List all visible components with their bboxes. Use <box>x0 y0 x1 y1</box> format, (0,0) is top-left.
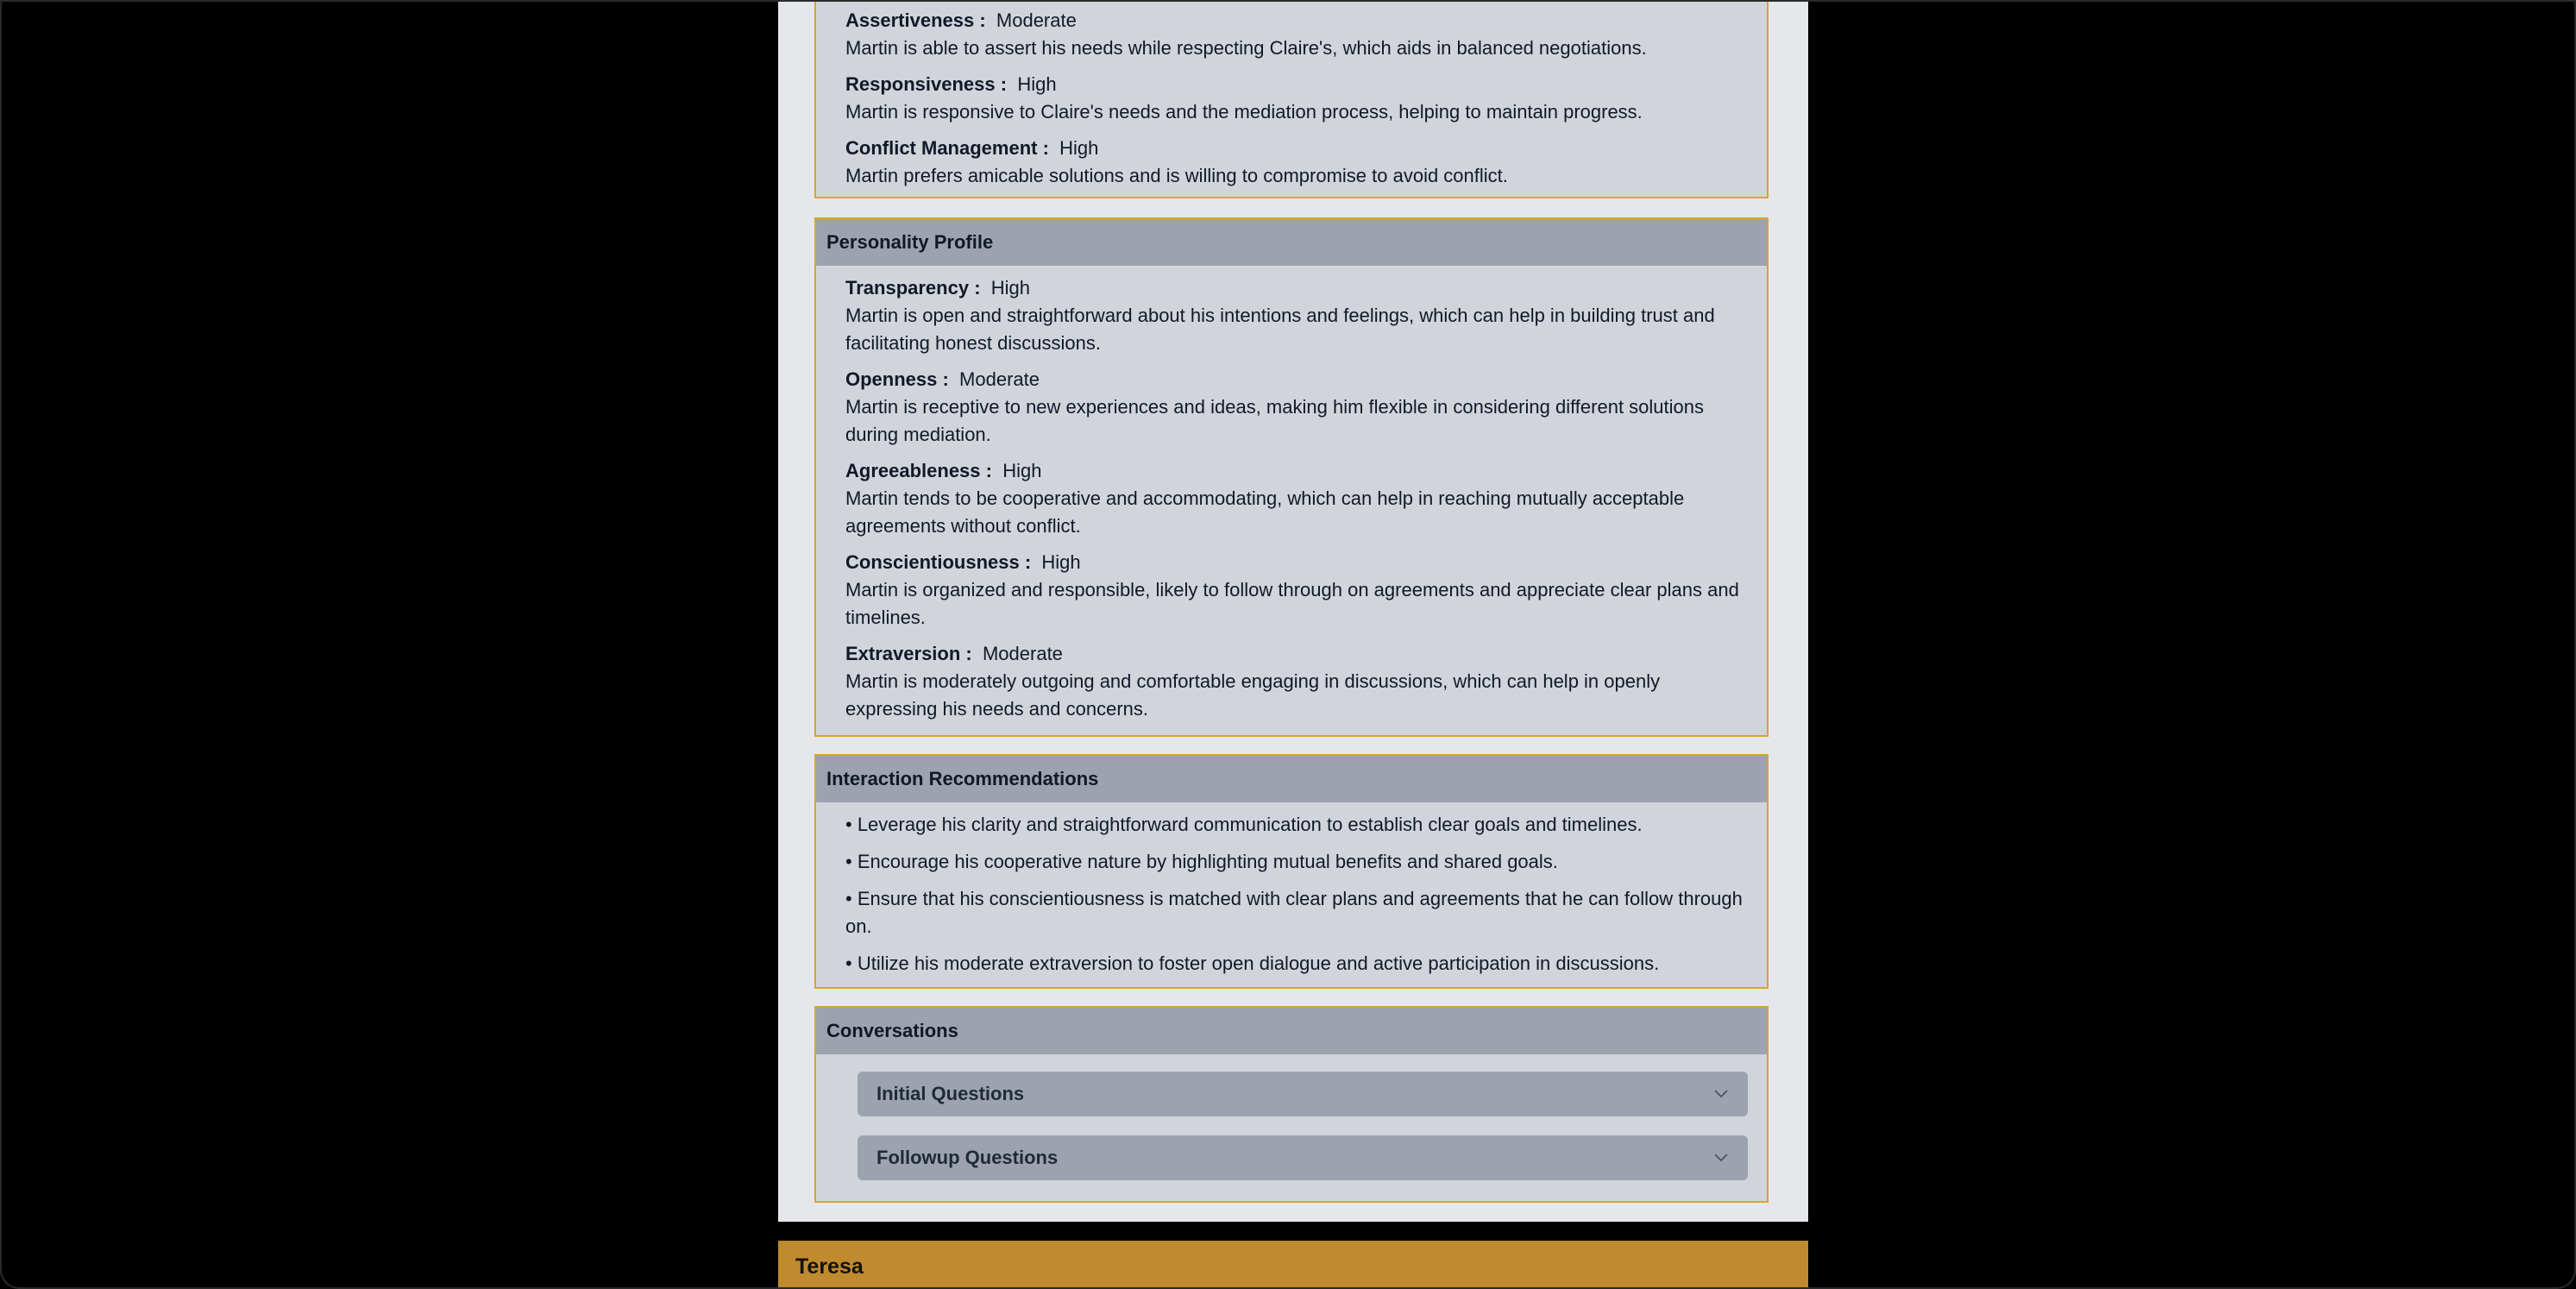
section-title: Personality Profile <box>816 219 1767 266</box>
trait-name: Responsiveness : <box>845 73 1008 95</box>
section-title: Interaction Recommendations <box>816 756 1767 802</box>
trait-name: Assertiveness : <box>845 9 986 31</box>
trait-conscientiousness <box>845 549 1748 632</box>
trait-agreeableness <box>845 457 1748 540</box>
profile-column <box>778 2 1808 1222</box>
party-header-teresa[interactable] <box>778 1241 1808 1289</box>
recommendation-item: • Encourage his cooperative nature by highlighting mutual benefits and shared goals. <box>845 851 1558 872</box>
recommendation-item: • Ensure that his conscientiousness is matched with clear plans and agreements that he can follow through on. <box>845 888 1743 937</box>
trait-description: Martin is receptive to new experiences and ideas, making him flexible in considering different solutions during mediation. <box>845 396 1705 445</box>
personality-profile-section <box>814 217 1769 737</box>
trait-value: High <box>990 277 1030 299</box>
accordion-initial-questions[interactable] <box>858 1072 1748 1116</box>
chevron-down-icon <box>1712 1148 1731 1167</box>
communication-style-section <box>814 0 1769 198</box>
trait-description: Martin prefers amicable solutions and is willing to compromise to avoid conflict. <box>845 165 1508 186</box>
trait-description: Martin is responsive to Claire's needs and the mediation process, helping to maintain progress. <box>845 101 1643 123</box>
trait-name: Conflict Management : <box>845 137 1049 159</box>
trait-transparency <box>845 274 1748 357</box>
party-name: Teresa <box>795 1254 864 1279</box>
conversations-section <box>814 1006 1769 1203</box>
trait-description: Martin is organized and responsible, likely to follow through on agreements and appreciate clear plans and timelines. <box>845 579 1739 628</box>
trait-value: Moderate <box>959 368 1040 390</box>
trait-value: High <box>1002 460 1042 481</box>
interaction-recommendations-section <box>814 754 1769 989</box>
trait-value: High <box>1017 73 1057 95</box>
trait-name: Transparency : <box>845 277 981 299</box>
trait-description: Martin is open and straightforward about his intentions and feelings, which can help in building trust and facilitating honest discussions. <box>845 305 1715 354</box>
trait-name: Agreeableness : <box>845 460 992 481</box>
trait-description: Martin tends to be cooperative and accommodating, which can help in reaching mutually acceptable agreements without conflict. <box>845 487 1685 537</box>
trait-value: High <box>1041 551 1081 573</box>
trait-responsiveness <box>845 71 1748 126</box>
accordion-label: Followup Questions <box>876 1147 1059 1168</box>
trait-value: Moderate <box>982 643 1063 664</box>
trait-name: Extraversion : <box>845 643 972 664</box>
recommendation-item: • Utilize his moderate extraversion to foster open dialogue and active participation in discussions. <box>845 953 1660 974</box>
trait-extraversion <box>845 640 1748 723</box>
chevron-down-icon <box>1712 1085 1731 1104</box>
trait-value: High <box>1059 137 1099 159</box>
trait-value: Moderate <box>996 9 1077 31</box>
accordion-followup-questions[interactable] <box>858 1135 1748 1180</box>
trait-description: Martin is moderately outgoing and comfortable engaging in discussions, which can help in openly expressing his needs and concerns. <box>845 670 1661 720</box>
trait-openness <box>845 366 1748 449</box>
accordion-label: Initial Questions <box>876 1083 1025 1104</box>
section-title: Conversations <box>816 1008 1767 1054</box>
trait-description: Martin is able to assert his needs while respecting Claire's, which aids in balanced negotiations. <box>845 37 1647 59</box>
trait-name: Openness : <box>845 368 949 390</box>
recommendation-item: • Leverage his clarity and straightforward communication to establish clear goals and timelines. <box>845 814 1643 835</box>
trait-assertiveness <box>845 7 1748 62</box>
trait-conflict-management <box>845 135 1748 190</box>
trait-name: Conscientiousness : <box>845 551 1032 573</box>
